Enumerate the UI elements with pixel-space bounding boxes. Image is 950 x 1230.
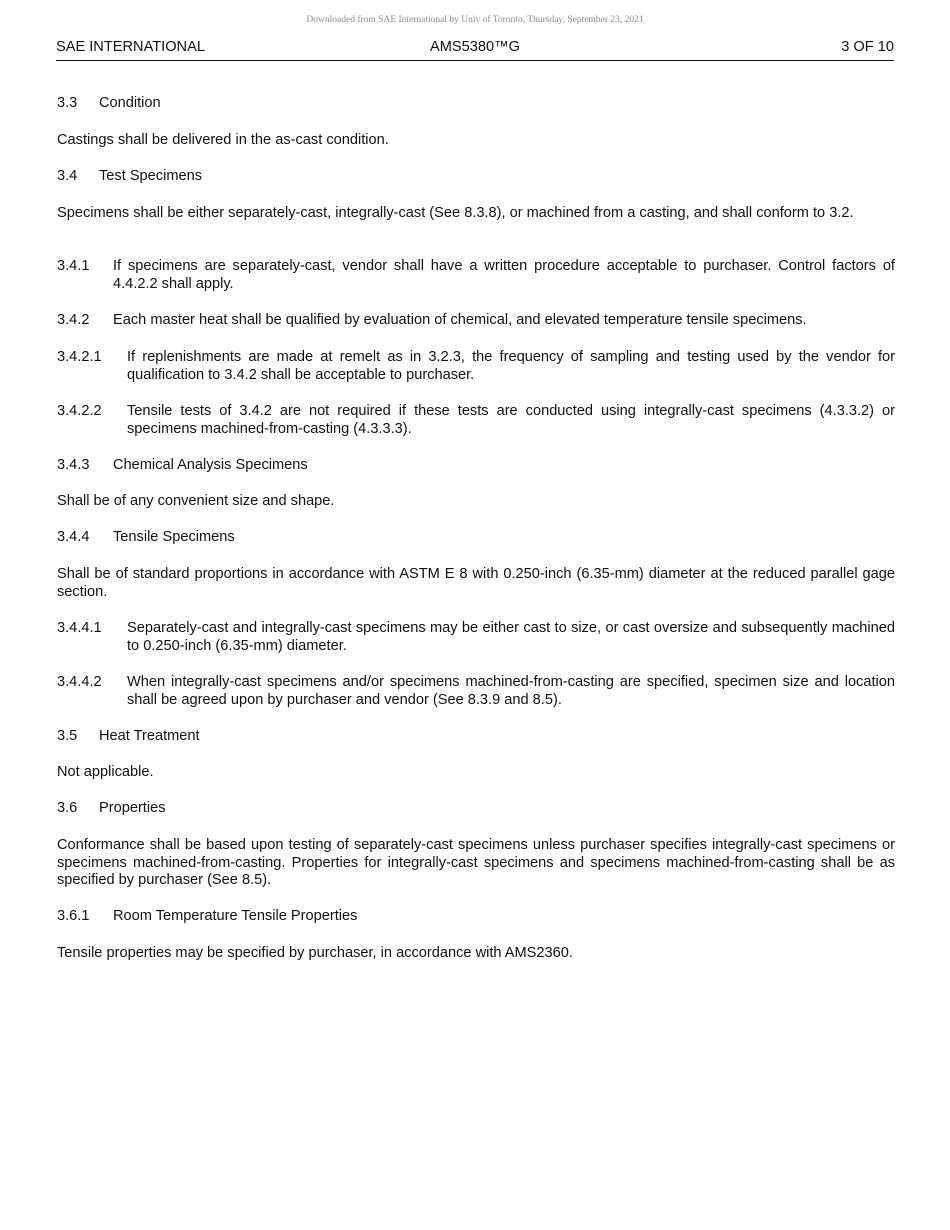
section-number: 3.4.3 [57,457,90,473]
header-document-id: AMS5380™G [429,39,521,55]
clause-text: If replenishments are made at remelt as in 3.2.3, the frequency of sampling and testing used by the vendor for qualification to 3.4.2 shall be acceptable to purchaser. [127,349,895,383]
clause-number: 3.4.1 [57,258,90,274]
download-watermark: Downloaded from SAE International by Univ of Toronto, Thursday, September 23, 2021 [306,15,644,25]
section-title: Tensile Specimens [113,529,235,545]
paragraph-3-6-1: Tensile properties may be specified by purchaser, in accordance with AMS2360. [57,945,573,961]
clause-number: 3.4.2.2 [57,403,102,419]
clause-number: 3.4.4.2 [57,674,102,690]
section-number: 3.4 [57,168,78,184]
section-title: Test Specimens [99,168,203,184]
clause-number: 3.4.2.1 [57,349,102,365]
clause-text: Separately-cast and integrally-cast specimens may be either cast to size, or cast oversize and subsequently machined to 0.250-inch (6.35-mm) diameter. [127,620,895,654]
paragraph-3-4: Specimens shall be either separately-cast, integrally-cast (See 8.3.8), or machined from a casting, and shall conform to 3.2. [57,205,854,221]
section-number: 3.5 [57,728,78,744]
section-number: 3.6.1 [57,908,90,924]
clause-number: 3.4.2 [57,312,90,328]
running-header [56,38,894,61]
clause-number: 3.4.4.1 [57,620,102,636]
section-number: 3.4.4 [57,529,90,545]
clause-text: Each master heat shall be qualified by evaluation of chemical, and elevated temperature tensile specimens. [113,312,807,328]
paragraph-3-6: Conformance shall be based upon testing of separately-cast specimens unless purchaser specifies integrally-cast specimens or specimens machined-from-casting. Properties for integrally-cast specimens and specimens machined-from-casting shall be as specified by purchaser (See 8.5). [57,837,895,888]
paragraph-3-5: Not applicable. [57,764,154,780]
paragraph-3-4-4: Shall be of standard proportions in accordance with ASTM E 8 with 0.250-inch (6.35-mm) diameter at the reduced parallel gage section. [57,566,895,600]
clause-text: Tensile tests of 3.4.2 are not required if these tests are conducted using integrally-cast specimens (4.3.3.2) or specimens machined-from-casting (4.3.3.3). [127,403,895,437]
section-title: Condition [99,95,161,111]
header-organization: SAE INTERNATIONAL [56,39,205,55]
paragraph-3-3: Castings shall be delivered in the as-cast condition. [57,132,389,148]
clause-text: When integrally-cast specimens and/or specimens machined-from-casting are specified, specimen size and location shall be agreed upon by purchaser and vendor (See 8.3.9 and 8.5). [127,674,895,708]
section-title: Properties [99,800,166,816]
paragraph-3-4-3: Shall be of any convenient size and shape. [57,493,335,509]
section-number: 3.3 [57,95,78,111]
section-title: Chemical Analysis Specimens [113,457,308,473]
section-title: Heat Treatment [99,728,200,744]
section-title: Room Temperature Tensile Properties [113,908,358,924]
section-number: 3.6 [57,800,78,816]
clause-text: If specimens are separately-cast, vendor shall have a written procedure acceptable to purchaser. Control factors of 4.4.2.2 shall apply. [113,258,895,292]
header-page-number: 3 OF 10 [841,39,894,55]
